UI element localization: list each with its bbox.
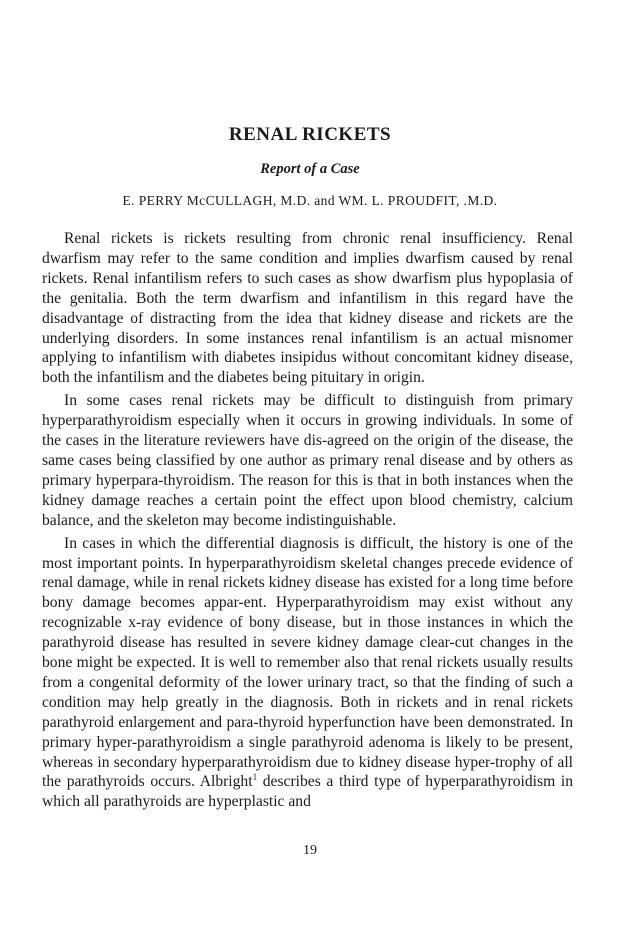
article-subtitle: Report of a Case	[260, 161, 360, 177]
article-authors: E. PERRY McCULLAGH, M.D. and WM. L. PROUDFIT, .M.D.	[122, 193, 498, 208]
paragraph-3	[42, 534, 573, 813]
footnote-reference[interactable]: 1	[252, 772, 258, 783]
paragraph-3-text: In cases in which the differential diagnosis is difficult, the history is one of the most important points. In hyperparathyroidism skeletal changes precede evidence of renal damage, while in renal rickets kidney disease has existed for a long time before bony damage becomes appar-ent. Hyperparathyroidism may exist without any recognizable x-ray evidence of bony disease, but in those instances in which the parathyroid disease has resulted in severe kidney damage clear-cut changes in the bone might be expected. It is well to remember also that renal rickets usually results from a congenital deformity of the lower urinary tract, so that the finding of such a condition may help greatly in the diagnosis. Both in rickets and in renal rickets parathyroid enlargement and para-thyroid hyperfunction have been demonstrated. In primary hyper-parathyroidism a single parathyroid adenoma is likely to be present, whereas in secondary hyperparathyroidism due to kidney disease hyper-trophy of all the parathyroids occurs. Albright	[42, 534, 573, 791]
paragraph-1: Renal rickets is rickets resulting from chronic renal insufficiency. Renal dwarfism may refer to the same condition and implies dwarfism caused by renal rickets. Renal infantilism refers to such cases as show dwarfism plus hypoplasia of the genitalia. Both the term dwarfism and infantilism in this regard have the disadvantage of distracting from the idea that kidney disease and rickets are the underlying disorders. In some instances renal infantilism is an actual misnomer applying to infantilism with diabetes insipidus without concomitant kidney disease, both the infantilism and the diabetes being pituitary in origin.	[42, 230, 573, 387]
article-title: RENAL RICKETS	[228, 124, 392, 145]
paragraph-2: In some cases renal rickets may be difficult to distinguish from primary hyperparathyroidism especially when it occurs in growing individuals. In some of the cases in the literature reviewers have dis-agreed on the origin of the disease, the same cases being classified by one author as primary renal disease and by others as primary hyperpara-thyroidism. The reason for this is that in both instances when the kidney damage reaches a certain point the effect upon blood chemistry, calcium balance, and the skeleton may become indistinguishable.	[42, 392, 573, 529]
paragraph-3-text-continued: describes a third type of hyperparathyroidism in which all parathyroids are hyperplastic and	[42, 773, 573, 811]
page-number: 19	[303, 843, 317, 858]
article-body	[42, 229, 573, 815]
